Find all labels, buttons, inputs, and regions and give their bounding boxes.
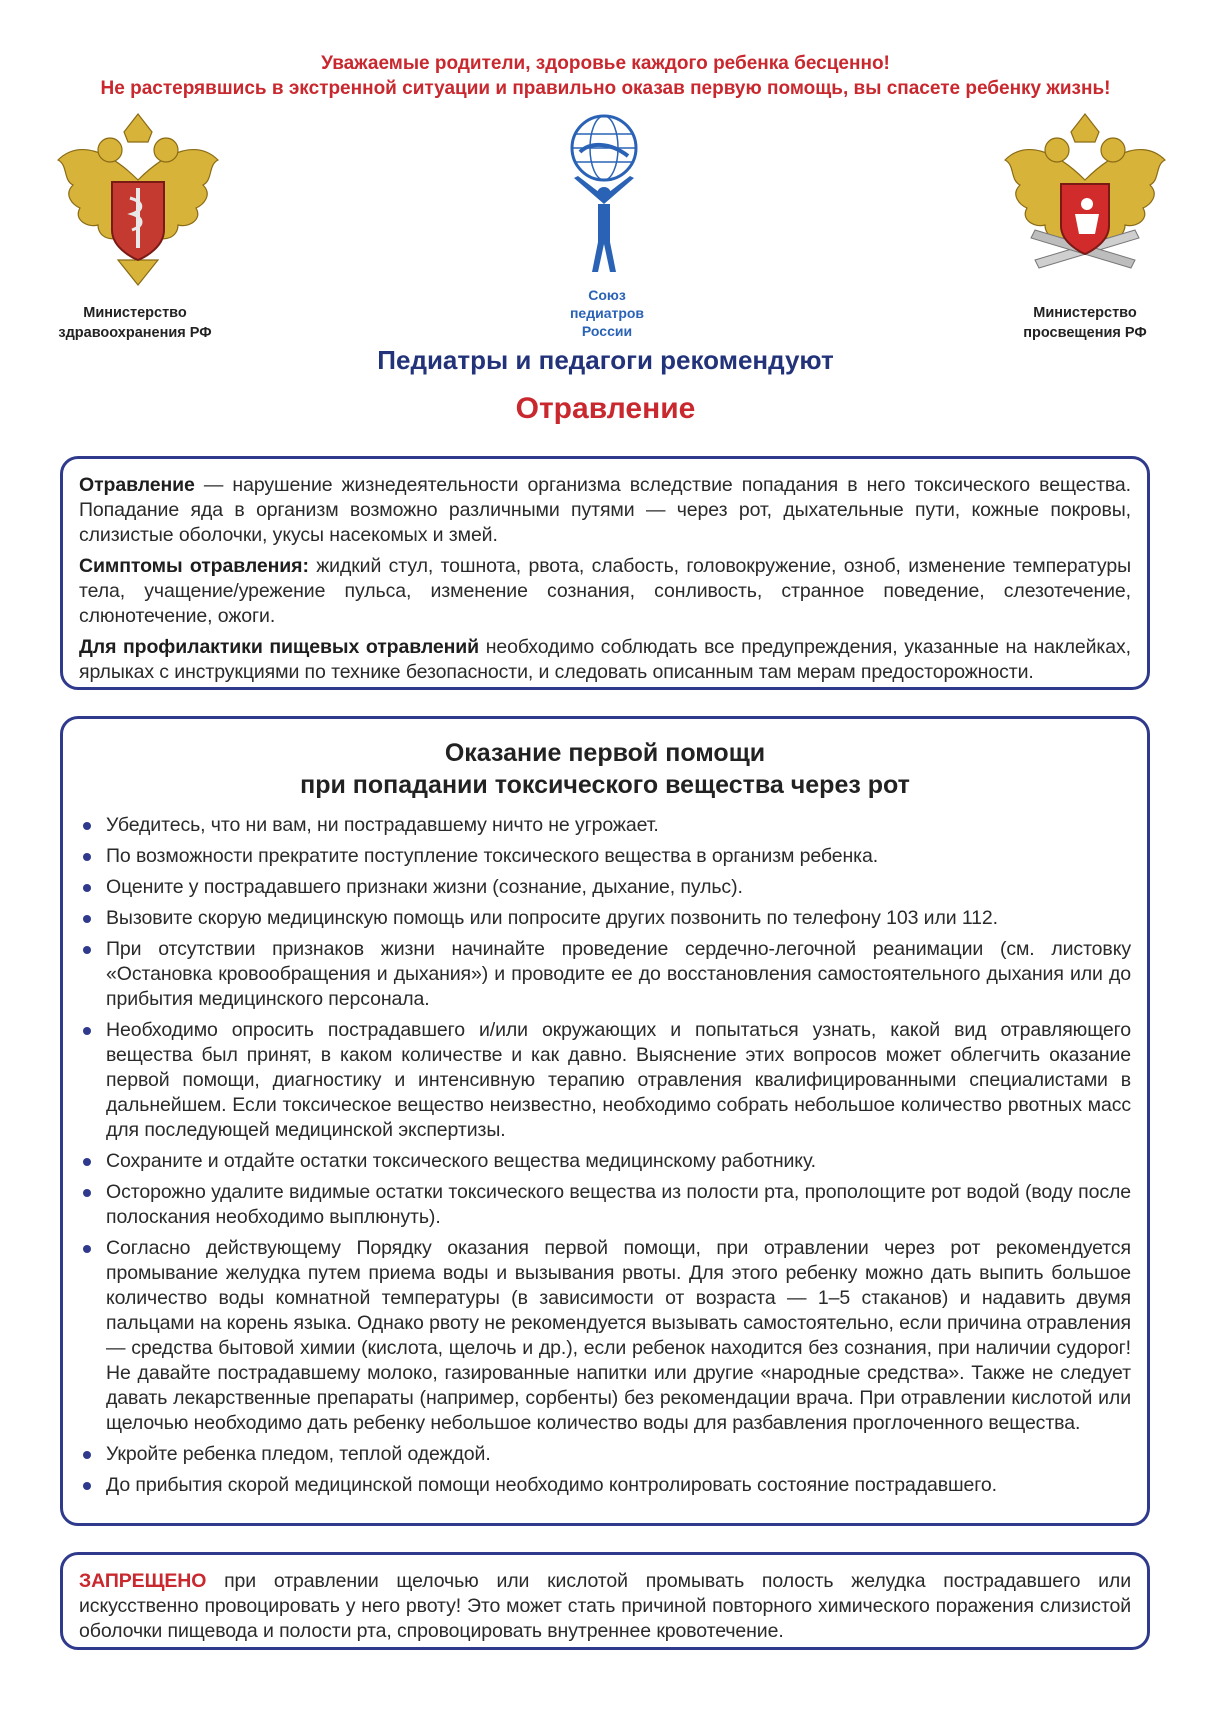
list-item xyxy=(79,906,1131,931)
bullet-icon xyxy=(83,1482,91,1490)
caption-line: Союз xyxy=(588,287,626,303)
ministry-health-caption xyxy=(30,303,240,343)
definition-text: — нарушение жизнедеятельности организма вследствие попадания в него токсического вещества. Попадание яда в организм возможно различными путями — через рот, дыхательные пути, кожные покровы, слизистые оболочки, укусы насекомых и змей. xyxy=(79,474,1131,546)
first-aid-title-line: при попадании токсического вещества через рот xyxy=(300,771,910,799)
caption-line: Министерство xyxy=(1033,305,1137,321)
list-item-text: При отсутствии признаков жизни начинайте проведение сердечно-легочной реанимации (см. листовку «Остановка кровообращения и дыхания») и проводите ее до восстановления самостоятельного дыхания или до прибытия медицинского персонала. xyxy=(106,938,1131,1010)
list-item xyxy=(79,813,1131,838)
list-item-text: Оцените у пострадавшего признаки жизни (сознание, дыхание, пульс). xyxy=(106,876,743,898)
bullet-icon xyxy=(83,1189,91,1197)
symptoms-text: жидкий стул, тошнота, рвота, слабость, головокружение, озноб, изменение температуры тела, учащение/урежение пульса, изменение сознания, сонливость, странное поведение, слезотечение, слюнотечение, ожоги. xyxy=(79,555,1131,627)
caption-line: просвещения РФ xyxy=(1023,325,1147,341)
list-item xyxy=(79,875,1131,900)
prevention-paragraph xyxy=(79,635,1131,685)
first-aid-title-line: Оказание первой помощи xyxy=(444,739,766,767)
warning-paragraph xyxy=(79,1569,1131,1644)
list-item xyxy=(79,1236,1131,1436)
ministry-health-emblem-icon xyxy=(48,110,228,292)
list-item xyxy=(79,1473,1131,1498)
list-item-text: Убедитесь, что ни вам, ни пострадавшему ничто не угрожает. xyxy=(106,814,659,836)
bullet-icon xyxy=(83,1451,91,1459)
list-item-text: Необходимо опросить пострадавшего и/или окружающих и попытаться узнать, какой вид отравляющего вещества был принят, в каком количестве и как давно. Выяснение этих вопросов может облегчить оказание первой помощи, диагностику и интенсивную терапию отравления квалифицированными специалистами в дальнейшем. Если токсическое вещество неизвестно, необходимо собрать небольшое количество рвотных масс для последующей медицинской экспертизы. xyxy=(106,1019,1131,1141)
definition-paragraph xyxy=(79,473,1131,548)
recommendation-headline: Педиатры и педагоги рекомендуют xyxy=(377,345,834,375)
pediatric-union-logo-icon xyxy=(560,112,648,292)
prevention-term: Для профилактики пищевых отравлений xyxy=(79,636,480,658)
caption-line: Министерство xyxy=(83,305,187,321)
list-item xyxy=(79,844,1131,869)
ministry-education-emblem-icon xyxy=(995,110,1175,292)
symptoms-term: Симптомы отравления: xyxy=(79,555,309,577)
warning-box xyxy=(60,1552,1150,1650)
list-item-text: Согласно действующему Порядку оказания первой помощи, при отравлении через рот рекомендуется промывание желудка путем приема воды и вызывания рвоты. Для этого ребенку можно дать выпить большое количество воды комнатной температуры (в зависимости от возраста — 1–5 стаканов) и надавить двумя пальцами на корень языка. Однако рвоту не рекомендуется вызывать самостоятельно, если причина отравления — средства бытовой химии (кислота, щелочь и др.), если ребенок находится без сознания, при наличии судорог! Не давайте пострадавшему молоко, газированные напитки или другие «народные средства». Также не следует давать лекарственные препараты (например, сорбенты) без рекомендации врача. При отравлении кислотой или щелочью необходимо дать ребенку небольшое количество воды для разбавления проглоченного вещества. xyxy=(106,1237,1131,1434)
list-item xyxy=(79,1149,1131,1174)
first-aid-title xyxy=(79,737,1131,801)
warning-term: ЗАПРЕЩЕНО xyxy=(79,1570,207,1592)
list-item-text: Вызовите скорую медицинскую помощь или попросите других позвонить по телефону 103 или 112. xyxy=(106,907,998,929)
list-item-text: По возможности прекратите поступление токсического вещества в организм ребенка. xyxy=(106,845,879,867)
bullet-icon xyxy=(83,853,91,861)
bullet-icon xyxy=(83,884,91,892)
bullet-icon xyxy=(83,946,91,954)
caption-line: здравоохранения РФ xyxy=(58,325,212,341)
list-item xyxy=(79,937,1131,1012)
bullet-icon xyxy=(83,1027,91,1035)
caption-line: педиатров xyxy=(569,305,645,321)
list-item xyxy=(79,1180,1131,1230)
list-item-text: Укройте ребенка пледом, теплой одеждой. xyxy=(106,1443,491,1465)
list-item-text: Осторожно удалите видимые остатки токсического вещества из полости рта, прополощите рот водой (воду после полоскания необходимо выплюнуть). xyxy=(106,1181,1131,1228)
list-item xyxy=(79,1442,1131,1467)
first-aid-list xyxy=(79,813,1131,1498)
ministry-education-caption xyxy=(980,303,1190,343)
bullet-icon xyxy=(83,1245,91,1253)
bullet-icon xyxy=(83,1158,91,1166)
list-item-text: До прибытия скорой медицинской помощи необходимо контролировать состояние пострадавшего. xyxy=(106,1474,997,1496)
intro-box xyxy=(60,456,1150,690)
definition-term: Отравление xyxy=(79,474,195,496)
pediatric-union-caption xyxy=(549,286,665,340)
page-title: Отравление xyxy=(515,392,696,425)
symptoms-paragraph xyxy=(79,554,1131,629)
bullet-icon xyxy=(83,915,91,923)
warning-text: при отравлении щелочью или кислотой промывать полость желудка пострадавшего или искусственно провоцировать у него рвоту! Это может стать причиной повторного химического поражения слизистой оболочки пищевода и полости рта, спровоцировать внутреннее кровотечение. xyxy=(79,1570,1131,1642)
header-line-1: Уважаемые родители, здоровье каждого ребенка бесценно! xyxy=(321,53,890,74)
first-aid-box xyxy=(60,716,1150,1526)
prevention-text: необходимо соблюдать все предупреждения, указанные на наклейках, ярлыках с инструкциями по технике безопасности, и следовать описанным там мерам предосторожности. xyxy=(79,636,1131,683)
list-item-text: Сохраните и отдайте остатки токсического вещества медицинскому работнику. xyxy=(106,1150,816,1172)
list-item xyxy=(79,1018,1131,1143)
caption-line: России xyxy=(581,323,633,339)
header-line-2: Не растерявшись в экстренной ситуации и правильно оказав первую помощь, вы спасете ребенку жизнь! xyxy=(100,78,1111,99)
bullet-icon xyxy=(83,822,91,830)
